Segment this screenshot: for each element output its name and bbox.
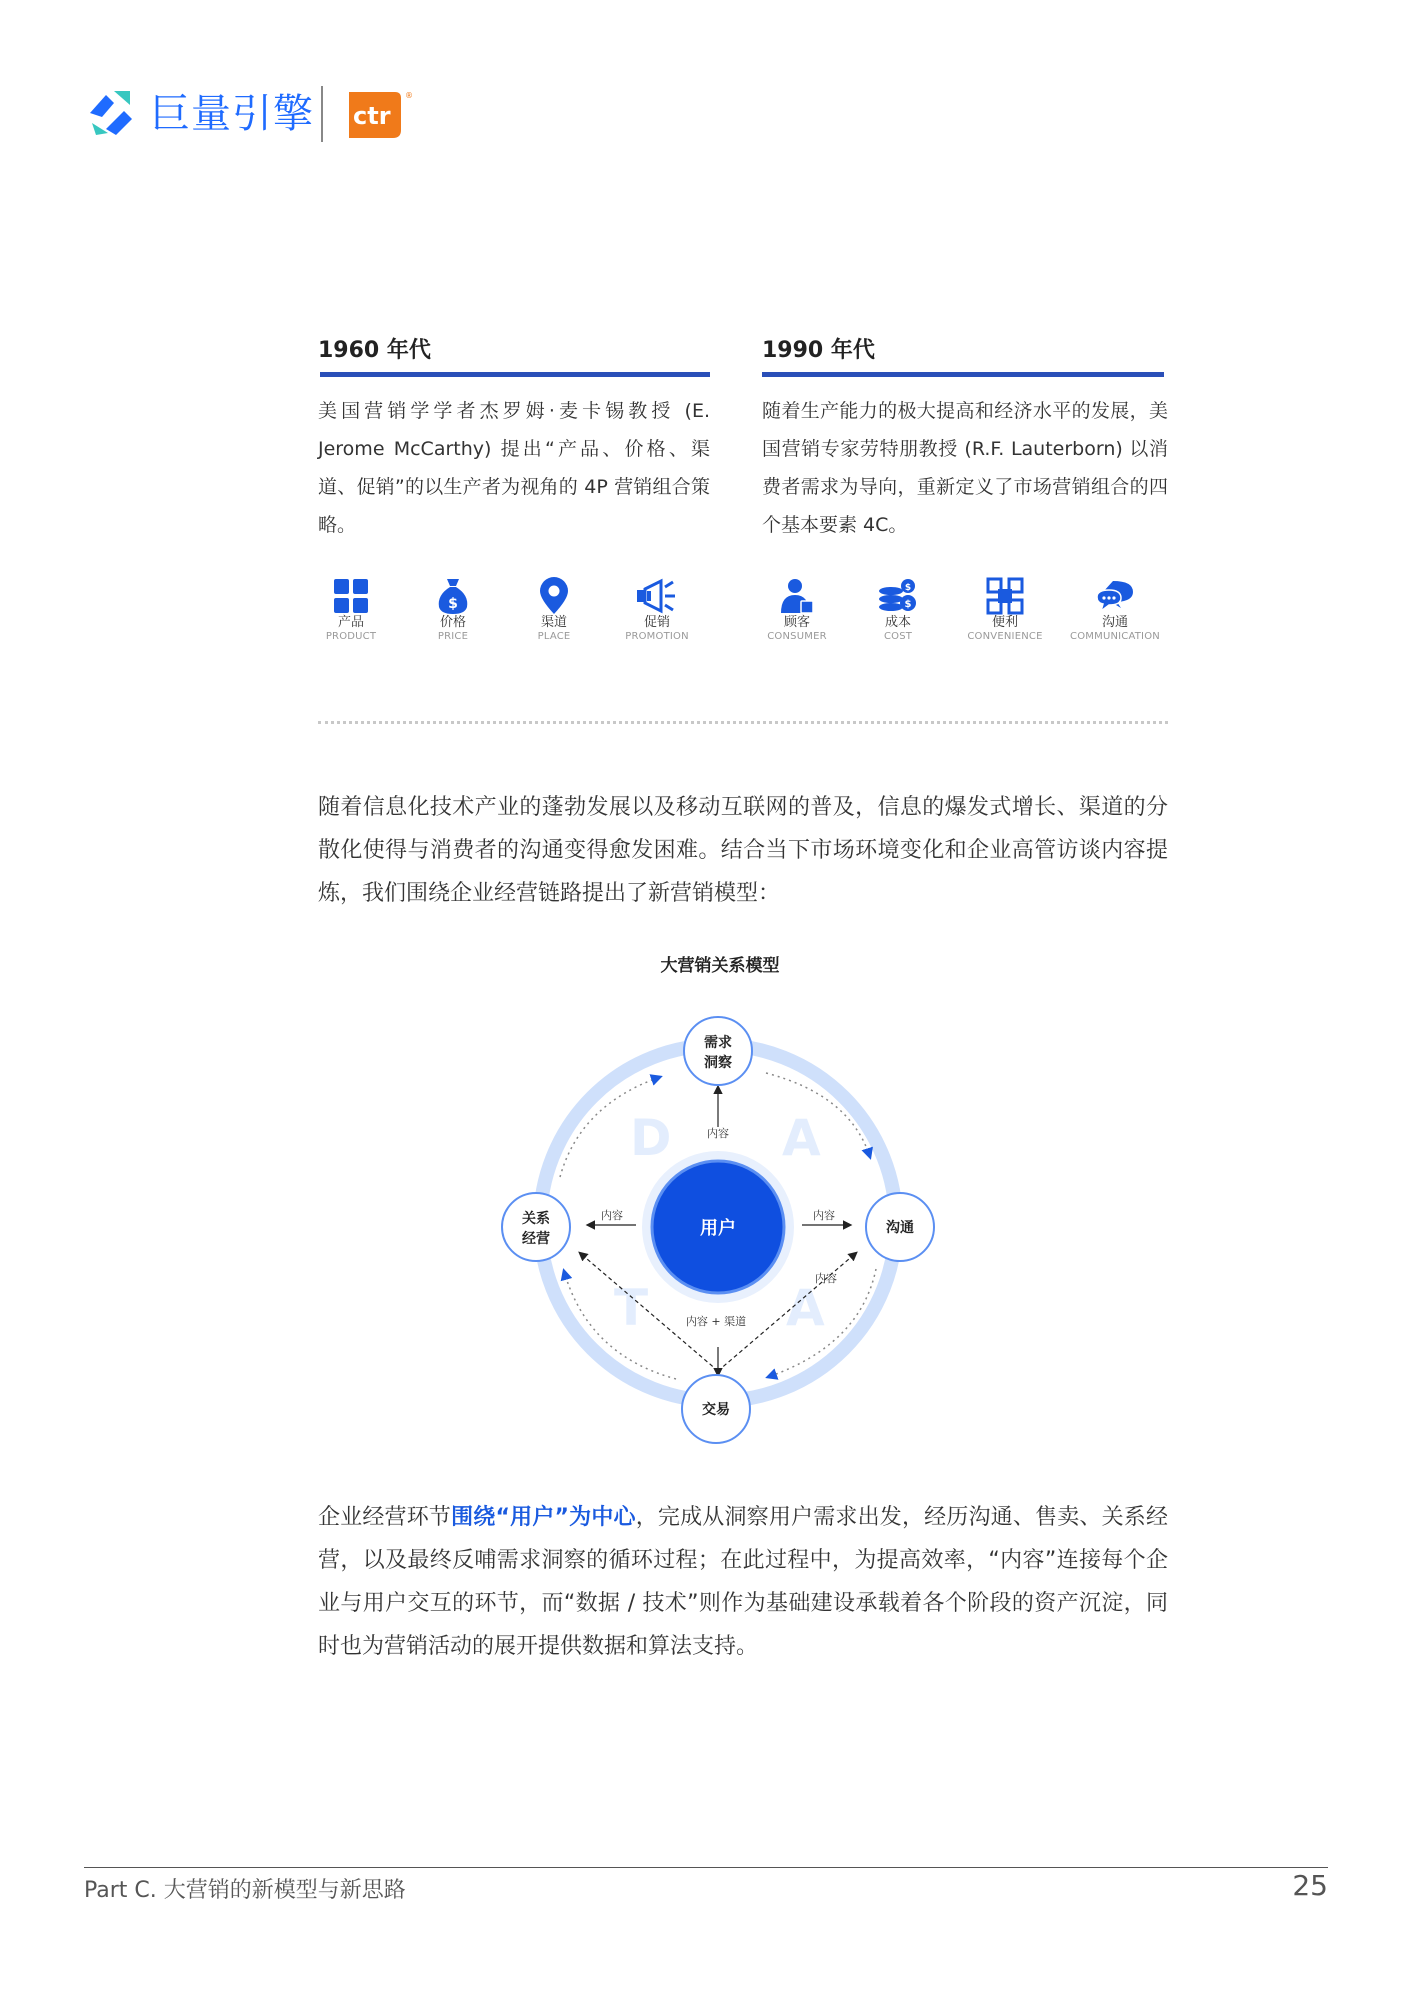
ctr-logo-text: ctr xyxy=(353,102,391,130)
edge-label-top: 内容 xyxy=(707,1127,729,1140)
node-right-label: 沟通 xyxy=(886,1220,914,1236)
icon-label-en: COMMUNICATION xyxy=(1070,631,1160,642)
svg-text:$: $ xyxy=(904,583,912,593)
svg-text:$: $ xyxy=(904,599,912,610)
era-1990-rule xyxy=(762,372,1164,377)
customer-icon xyxy=(777,577,817,615)
chat-bubbles-icon xyxy=(1093,577,1137,615)
icon-label-en: PROMOTION xyxy=(625,631,689,642)
icon-label-en: CONVENIENCE xyxy=(967,631,1043,642)
dotted-separator xyxy=(318,721,1168,724)
icon-price xyxy=(398,577,508,644)
footer-rule xyxy=(84,1867,1328,1868)
icon-label-en: PLACE xyxy=(537,631,571,642)
icon-label-cn: 沟通 xyxy=(1101,615,1128,630)
svg-text:$: $ xyxy=(448,596,458,612)
brand-mark-icon xyxy=(84,83,140,139)
edge-label-left: 内容 xyxy=(601,1209,623,1222)
money-bag-icon xyxy=(433,577,473,615)
intro-paragraph: 随着信息化技术产业的蓬勃发展以及移动互联网的普及，信息的爆发式增长、渠道的分散化使得与消费者的沟通变得愈发困难。结合当下市场环境变化和企业高管访谈内容提炼，我们围绕企业经营链路提出了新营销模型： xyxy=(318,795,1168,906)
brand-name: 巨量引擎 xyxy=(150,91,314,137)
era-1960-rule xyxy=(320,372,710,377)
icon-product xyxy=(296,577,406,644)
icon-label-cn: 价格 xyxy=(439,615,466,630)
closing-highlight: 围绕“用户”为中心 xyxy=(451,1505,636,1530)
icon-label-cn: 顾客 xyxy=(783,615,810,630)
node-left-line2: 经营 xyxy=(522,1231,550,1247)
node-top xyxy=(684,1017,752,1085)
brand-logo xyxy=(84,82,314,139)
era-1960-text: 美国营销学学者杰罗姆·麦卡锡教授 (E. Jerome McCarthy) 提出“产品、价格、渠道、促销”的以生产者为视角的 4P 营销组合策略。 xyxy=(318,400,710,536)
icon-promotion xyxy=(602,577,712,644)
icon-label-cn: 成本 xyxy=(884,615,911,630)
icon-place xyxy=(499,577,609,644)
ctr-registered-mark: ® xyxy=(405,91,413,100)
coins-icon xyxy=(876,577,920,615)
watermark-a1: A xyxy=(782,1109,821,1167)
era-1990-title: 1990 年代 xyxy=(762,338,875,363)
icon-label-cn: 产品 xyxy=(337,615,364,630)
icon-label-cn: 促销 xyxy=(643,615,670,630)
network-icon xyxy=(985,577,1025,615)
closing-text-before: 企业经营环节 xyxy=(318,1505,452,1530)
node-left-line1: 关系 xyxy=(522,1211,550,1227)
node-left xyxy=(502,1193,570,1261)
diagram-title: 大营销关系模型 xyxy=(660,956,780,976)
relationship-diagram xyxy=(480,995,960,1455)
watermark-t: T xyxy=(614,1279,649,1337)
icon-consumer xyxy=(742,577,852,644)
icon-label-en: CONSUMER xyxy=(767,631,827,642)
megaphone-icon xyxy=(633,577,681,615)
icon-label-cn: 便利 xyxy=(991,615,1018,630)
edge-label-bottom: 内容 + 渠道 xyxy=(685,1315,747,1328)
closing-paragraph xyxy=(318,1496,1168,1668)
page-number: 25 xyxy=(1292,1869,1328,1902)
node-top-line1: 需求 xyxy=(704,1035,732,1051)
node-right xyxy=(866,1193,934,1261)
watermark-a2: A xyxy=(786,1279,825,1337)
center-label: 用户 xyxy=(700,1218,736,1239)
location-pin-icon xyxy=(534,577,574,615)
node-bottom xyxy=(682,1375,750,1443)
watermark-d: D xyxy=(630,1109,672,1167)
edge-label-bottom-right: 内容 xyxy=(815,1272,837,1285)
icon-communication xyxy=(1060,577,1170,644)
node-bottom-label: 交易 xyxy=(702,1402,730,1418)
logo-divider xyxy=(321,86,323,142)
icon-cost xyxy=(843,577,953,644)
grid-icon xyxy=(331,577,371,615)
ctr-logo xyxy=(345,86,415,142)
closing-text-after: ，完成从洞察用户需求出发，经历沟通、售卖、关系经营，以及最终反哺需求洞察的循环过程；在此过程中，为提高效率，“内容”连接每个企业与用户交互的环节，而“数据 / 技术”则作为基础建设承载着各个阶段的资产沉淀，同时也为营销活动的展开提供数据和算法支持。 xyxy=(318,1505,1168,1659)
icon-convenience xyxy=(950,577,1060,644)
icon-label-en: PRICE xyxy=(437,631,469,642)
era-1990-text: 随着生产能力的极大提高和经济水平的发展，美国营销专家劳特朋教授 (R.F. Lauterborn) 以消费者需求为导向，重新定义了市场营销组合的四个基本要素 4C。 xyxy=(762,400,1168,536)
edge-label-right: 内容 xyxy=(813,1209,835,1222)
node-top-line2: 洞察 xyxy=(704,1055,732,1071)
icon-label-en: PRODUCT xyxy=(325,631,377,642)
era-1960-title: 1960 年代 xyxy=(318,338,431,363)
icon-label-cn: 渠道 xyxy=(540,615,567,630)
icon-label-en: COST xyxy=(883,631,913,642)
footer-section-title: Part C. 大营销的新模型与新思路 xyxy=(84,1878,406,1903)
